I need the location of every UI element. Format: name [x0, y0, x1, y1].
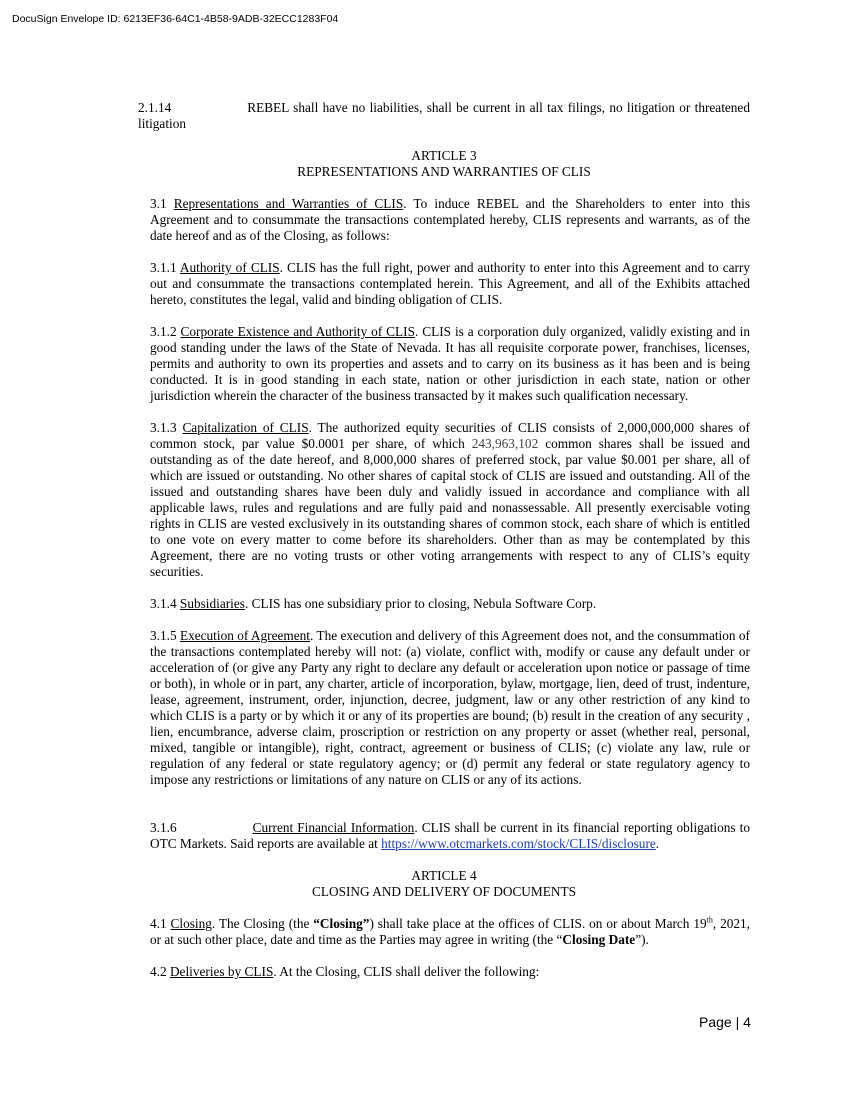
section-text: . CLIS is a corporation duly organized, validly existing and in good standing under the laws of the State of Nevada. It has all requisite corporate power, franchises, licenses, permits and authority to own its properties and assets and to carry on its business as it has been and is being conducted. It is in good standing in each state, nation or other jurisdiction in each state, nation or other jurisdiction wherein the character of the business transacted by it makes such qualification necessary. [150, 324, 750, 403]
article-4-subtitle: CLOSING AND DELIVERY OF DOCUMENTS [312, 884, 576, 899]
section-number: 3.1.4 [150, 596, 177, 611]
section-heading: Subsidiaries [179, 596, 245, 611]
section-text: . CLIS has the full right, power and authority to enter into this Agreement and to carry out and consummate the transactions contemplated herein. This Agreement, and all of the Exhibits attached hereto, constitutes the legal, valid and binding obligation of CLIS. [150, 260, 750, 307]
section-number: 3.1.5 [150, 628, 177, 643]
section-heading: Closing [170, 916, 212, 931]
closing-defined-term: “Closing” [313, 916, 370, 931]
section-text-continued: ) shall take place at the offices of CLIS. on or about March 19 [369, 916, 707, 931]
section-3-1-6 [150, 820, 750, 852]
section-heading: Corporate Existence and Authority of CLIS [180, 324, 415, 339]
section-heading: Authority of CLIS [179, 260, 280, 275]
section-text: . CLIS shall be current in its financial reporting obligations to OTC Markets. Said reports are available at [150, 820, 750, 851]
otc-disclosure-link[interactable]: https://www.otcmarkets.com/stock/CLIS/disclosure [381, 836, 656, 851]
article-3-subtitle: REPRESENTATIONS AND WARRANTIES OF CLIS [297, 164, 591, 179]
section-heading: Execution of Agreement [179, 628, 310, 643]
closing-date-defined-term: Closing Date [562, 932, 636, 947]
section-3-1 [150, 196, 750, 244]
section-text-continued-2: , 2021, or at such other place, date and time as the Parties may agree in writing (the “ [150, 916, 751, 947]
section-number: 2.1.14 [138, 100, 172, 115]
section-text: . The Closing (the [211, 916, 314, 931]
section-number: 3.1 [150, 196, 167, 211]
section-2-1-14 [138, 100, 750, 132]
section-text: . The authorized equity securities of CLIS consists of 2,000,000,000 shares of common stock, par value $0.0001 per share, of which [150, 420, 750, 451]
section-4-2 [150, 964, 750, 980]
section-heading: Deliveries by CLIS [169, 964, 274, 979]
section-heading: Representations and Warranties of CLIS [173, 196, 404, 211]
section-number: 3.1.2 [150, 324, 177, 339]
section-3-1-2 [150, 324, 750, 404]
section-number: 4.2 [150, 964, 167, 979]
section-number: 3.1.3 [150, 420, 177, 435]
section-4-1 [150, 916, 750, 948]
section-text-end: . [655, 836, 660, 851]
section-text: . CLIS has one subsidiary prior to closing, Nebula Software Corp. [244, 596, 597, 611]
section-number: 4.1 [150, 916, 167, 931]
article-4-title: ARTICLE 4 [411, 868, 477, 883]
article-3-title: ARTICLE 3 [411, 148, 477, 163]
page-number: Page | 4 [699, 1014, 751, 1030]
section-3-1-3 [150, 420, 750, 580]
section-number: 3.1.1 [150, 260, 177, 275]
section-heading: Capitalization of CLIS [182, 420, 309, 435]
section-3-1-4 [150, 596, 750, 612]
section-number: 3.1.6 [150, 820, 177, 835]
section-text: . To induce REBEL and the Shareholders to enter into this Agreement and to consummate the transactions contemplated hereby, CLIS represents and warrants, as of the date hereof and as of the Closing, as follows: [150, 196, 750, 243]
docusign-envelope-id: DocuSign Envelope ID: 6213EF36-64C1-4B58-9ADB-32ECC1283F04 [12, 13, 339, 25]
section-text: . At the Closing, CLIS shall deliver the following: [273, 964, 540, 979]
section-heading: Current Financial Information [252, 820, 415, 835]
section-text-end: ”). [635, 932, 649, 947]
section-text: REBEL shall have no liabilities, shall be current in all tax filings, no litigation or threatened litigation [138, 100, 750, 131]
common-shares-count: 243,963,102 [471, 436, 539, 451]
section-text-continued: common shares shall be issued and outstanding as of the date hereof, and 8,000,000 shares of preferred stock, par value $0.001 per share, all of which are issued or outstanding. No other shares of capital stock of CLIS are issued and outstanding. All of the issued and outstanding shares have been duly and validly issued in accordance and compliance with all applicable laws, rules and regulations and are fully paid and nonassessable. All presently exercisable voting rights in CLIS are vested exclusively in its outstanding shares of common stock, each share of which is entitled to one vote on every matter to come before its shareholders. Other than as may be contemplated by this Agreement, there are no voting trusts or other voting arrangements with respect to any of CLIS’s equity securities. [150, 436, 751, 579]
section-3-1-1 [150, 260, 750, 308]
ordinal-suffix: th [706, 915, 713, 925]
section-text: . The execution and delivery of this Agreement does not, and the consummation of the transactions contemplated hereby will not: (a) violate, conflict with, modify or cause any default under or acceleration of (or give any Party any right to declare any default or acceleration upon notice or passage of time or both), in whole or in part, any charter, article of incorporation, bylaw, mortgage, lien, deed of trust, indenture, lease, agreement, instrument, order, injunction, decree, judgment, law or any other restriction of any kind to which CLIS is a party or by which it or any of its properties are bound; (b) result in the creation of any security , lien, encumbrance, adverse claim, proscription or restriction on any property or asset (whether real, personal, mixed, tangible or intangible), right, contract, agreement or business of CLIS; (c) violate any law, rule or regulation of any federal or state regulatory agency; or (d) permit any federal or state regulatory agency to impose any restrictions or limitations of any nature on CLIS or any of its actions. [150, 628, 750, 787]
section-3-1-5 [150, 628, 750, 788]
